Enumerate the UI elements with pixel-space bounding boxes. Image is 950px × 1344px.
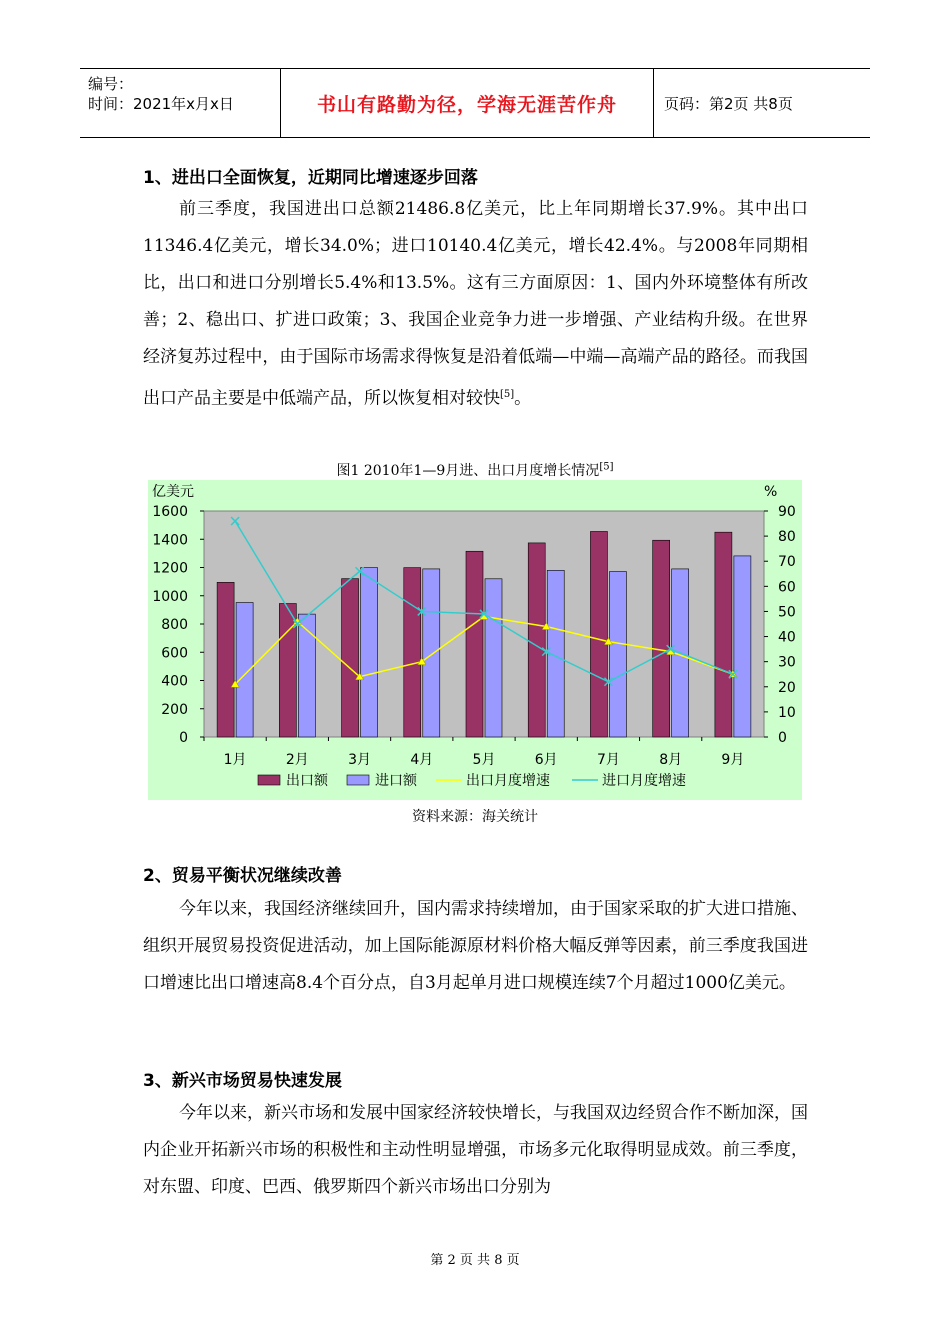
x-tick-label: 7月: [596, 752, 620, 768]
y2-tick-label: 20: [778, 679, 796, 696]
export-bar: [653, 540, 670, 737]
y-axis-title: 亿美元: [152, 484, 194, 500]
import-bar: [485, 579, 502, 737]
x-tick-label: 1月: [223, 752, 247, 768]
page-header: [80, 68, 870, 138]
legend-label: 进口额: [375, 773, 417, 789]
section-1-heading: 1、进出口全面恢复，近期同比增速逐步回落: [143, 168, 478, 188]
y-tick-label: 600: [161, 645, 188, 662]
y-tick-label: 1600: [152, 504, 188, 520]
export-bar: [715, 532, 732, 737]
section-2-heading: 2、贸易平衡状况继续改善: [143, 866, 342, 886]
header-motto: 书山有路勤为径，学海无涯苦作舟: [316, 93, 617, 116]
y2-tick-label: 90: [778, 504, 796, 520]
y-tick-label: 200: [161, 701, 188, 718]
y-tick-label: 1400: [152, 532, 188, 549]
y-tick-label: 800: [161, 617, 188, 633]
import-export-chart: [148, 480, 802, 800]
y2-tick-label: 70: [778, 554, 796, 571]
document-number-label: 编号：: [88, 75, 134, 93]
x-tick-label: 3月: [348, 752, 372, 768]
export-bar: [466, 551, 483, 737]
import-bar: [423, 569, 440, 737]
section-3-heading: 3、新兴市场贸易快速发展: [143, 1071, 342, 1091]
figure-caption-text: 图1 2010年1—9月进、出口月度增长情况: [336, 463, 600, 479]
y-tick-label: 400: [161, 673, 188, 690]
figure-caption: [0, 460, 950, 480]
y-tick-label: 0: [179, 730, 188, 746]
import-bar: [298, 614, 315, 737]
section-1-text: 前三季度，我国进出口总额21486.8亿美元，比上年同期增长37.9%。其中出口11346.4亿美元，增长34.0%；进口10140.4亿美元，增长42.4%。与2008年同期相比，出口和进口分别增长5.4%和13.5%。这有三方面原因：1、国内外环境整体有所改善；2、稳出口、扩进口政策；3、我国企业竞争力进一步增强、产业结构升级。在世界经济复苏过程中，由于国际市场需求得恢复是沿着低端—中端—高端产品的路径。而我国出口产品主要是中低端产品，所以恢复相对较快: [143, 199, 808, 409]
export-bar: [590, 531, 607, 737]
figure-source: 资料来源：海关统计: [412, 809, 538, 825]
y-tick-label: 1200: [152, 560, 188, 577]
export-bar: [217, 582, 234, 737]
y2-tick-label: 50: [778, 604, 796, 621]
page-footer: 第 2 页 共 8 页: [430, 1253, 520, 1268]
y2-tick-label: 0: [778, 730, 787, 746]
legend-label: 出口额: [286, 773, 328, 789]
export-bar: [404, 568, 421, 737]
import-bar: [236, 603, 253, 737]
document-date-label: 时间：2021年x月x日: [88, 95, 234, 113]
import-bar: [734, 556, 751, 737]
import-bar: [361, 568, 378, 737]
legend-label: 进口月度增速: [602, 773, 686, 789]
figure-caption-citation: [5]: [599, 461, 614, 473]
section-1-citation: [5]: [500, 389, 515, 400]
y2-tick-label: 80: [778, 529, 796, 546]
import-bar: [609, 572, 626, 737]
y2-tick-label: 30: [778, 654, 796, 671]
x-tick-label: 8月: [659, 752, 683, 768]
header-left-cell: [80, 69, 281, 137]
x-tick-label: 9月: [721, 752, 745, 768]
x-tick-label: 6月: [534, 752, 558, 768]
legend-swatch: [258, 775, 280, 785]
legend-swatch: [347, 775, 369, 785]
export-bar: [342, 579, 359, 737]
section-1-paragraph: [143, 191, 808, 418]
y-tick-label: 1000: [152, 588, 188, 605]
section-2-paragraph: 今年以来，我国经济继续回升，国内需求持续增加，由于国家采取的扩大进口措施、组织开展贸易投资促进活动，加上国际能源原材料价格大幅反弹等因素，前三季度我国进口增速比出口增速高8.4个百分点，自3月起单月进口规模连续7个月超过1000亿美元。: [143, 899, 808, 993]
header-page-code: 页码：第2页 共8页: [664, 94, 793, 113]
x-tick-label: 4月: [410, 752, 434, 768]
legend-label: 出口月度增速: [466, 773, 550, 789]
y2-tick-label: 40: [778, 629, 796, 646]
section-1-text-end: 。: [514, 388, 532, 409]
x-tick-label: 5月: [472, 752, 496, 768]
header-motto-cell: [281, 69, 654, 137]
y2-axis-title: %: [764, 484, 778, 500]
y2-tick-label: 60: [778, 579, 796, 596]
header-page-cell: [654, 69, 870, 137]
x-tick-label: 2月: [285, 752, 309, 768]
export-bar: [528, 543, 545, 737]
y2-tick-label: 10: [778, 704, 796, 721]
section-3-paragraph: 今年以来，新兴市场和发展中国家经济较快增长，与我国双边经贸合作不断加深，国内企业开拓新兴市场的积极性和主动性明显增强，市场多元化取得明显成效。前三季度，对东盟、印度、巴西、俄罗斯四个新兴市场出口分别为: [143, 1103, 808, 1197]
